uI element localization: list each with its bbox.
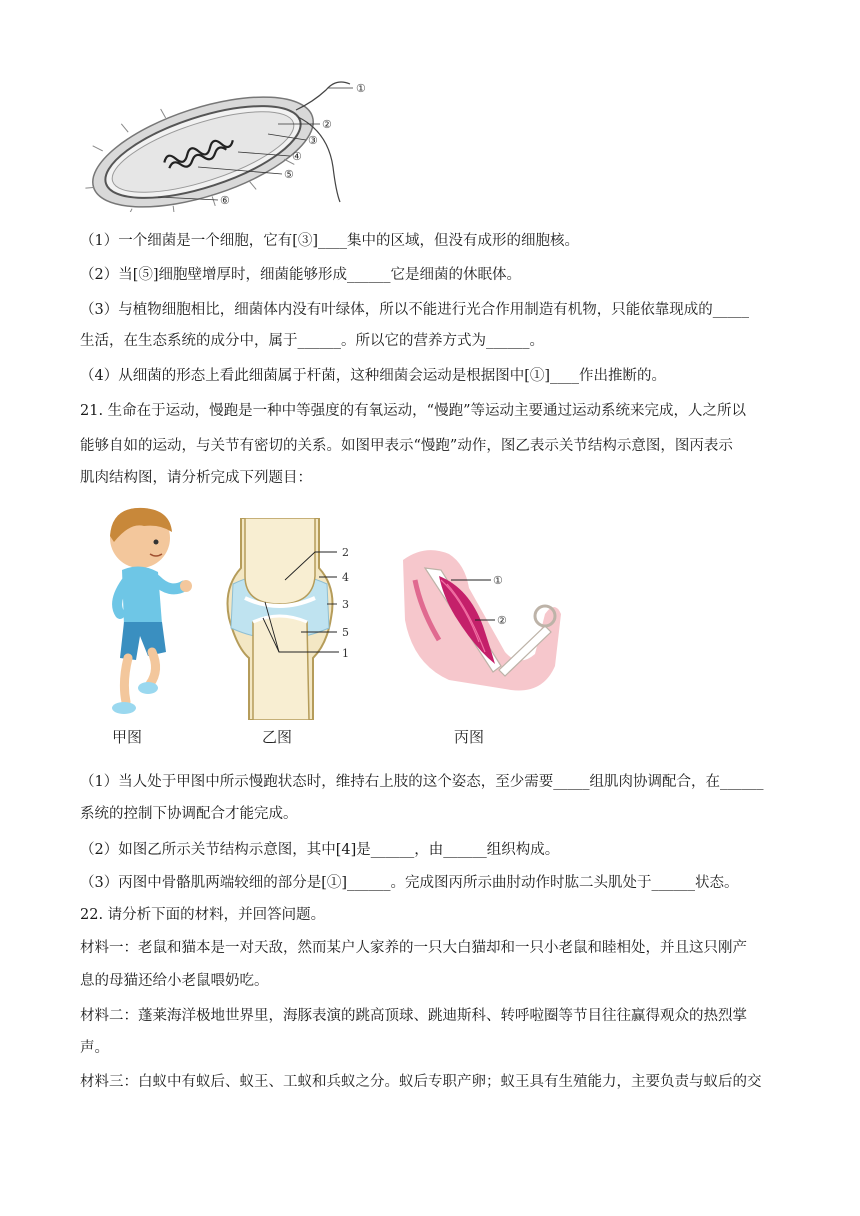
q20-part3-line2: 生活，在生态系统的成分中，属于______。所以它的营养方式为______。 — [80, 333, 544, 349]
bacteria-label-5: ⑤ — [284, 168, 294, 181]
q21-part1-line2: 系统的控制下协调配合才能完成。 — [80, 806, 298, 822]
bacteria-diagram — [78, 72, 378, 212]
joint-label-2: 2 — [342, 546, 349, 559]
joint-label-1: 1 — [342, 647, 349, 660]
caption-figure-b: 乙图 — [262, 728, 293, 746]
joint-label-3: 3 — [342, 598, 349, 611]
q20-part3-line1: （3）与植物细胞相比，细菌体内没有叶绿体，所以不能进行光合作用制造有机物，只能依靠现成的_____ — [80, 302, 749, 318]
bacteria-label-6: ⑥ — [220, 194, 230, 207]
joint-label-4: 4 — [342, 571, 349, 584]
joint-label-5: 5 — [342, 626, 349, 639]
q22-material1-line2: 息的母猫还给小老鼠喂奶吃。 — [80, 973, 269, 989]
arm-muscle-diagram — [395, 540, 565, 700]
bacteria-label-2: ② — [322, 118, 332, 131]
q21-part2: （2）如图乙所示关节结构示意图，其中[4]是______，由______组织构成。 — [80, 842, 560, 858]
bacteria-label-1: ① — [356, 82, 366, 95]
running-boy-illustration — [100, 502, 200, 720]
q20-part1: （1）一个细菌是一个细胞，它有[③]____集中的区域，但没有成形的细胞核。 — [80, 233, 580, 249]
joint-diagram — [215, 518, 365, 720]
q21-intro-line3: 肌肉结构图，请分析完成下列题目： — [80, 470, 312, 486]
q22-material3-line1: 材料三：白蚁中有蚁后、蚁王、工蚁和兵蚁之分。蚁后专职产卵；蚁王具有生殖能力，主要负责与蚁后的交 — [80, 1074, 762, 1090]
q22-material2-line1: 材料二：蓬莱海洋极地世界里，海豚表演的跳高顶球、跳迪斯科、转呼啦圈等节目往往赢得观众的热烈掌 — [80, 1008, 747, 1024]
q22-intro: 22. 请分析下面的材料，并回答问题。 — [80, 907, 326, 923]
q20-part2: （2）当[⑤]细胞壁增厚时，细菌能够形成______它是细菌的休眠体。 — [80, 267, 522, 283]
q20-part4: （4）从细菌的形态上看此细菌属于杆菌，这种细菌会运动是根据图中[①]____作出推断的。 — [80, 368, 667, 384]
q21-part3: （3）丙图中骨骼肌两端较细的部分是[①]______。完成图丙所示曲肘动作时肱二头肌处于______状态。 — [80, 875, 739, 891]
q22-material1-line1: 材料一：老鼠和猫本是一对天敌，然而某户人家养的一只大白猫却和一只小老鼠和睦相处，并且这只刚产 — [80, 940, 747, 956]
bacteria-label-3: ③ — [308, 134, 318, 147]
caption-figure-c: 丙图 — [454, 728, 485, 746]
bacteria-label-4: ④ — [292, 150, 302, 163]
q21-part1-line1: （1）当人处于甲图中所示慢跑状态时，维持右上肢的这个姿态，至少需要_____组肌肉协调配合，在______ — [80, 774, 764, 790]
muscle-label-2: ② — [497, 614, 507, 627]
caption-figure-a: 甲图 — [112, 728, 143, 746]
q21-intro-line2: 能够自如的运动，与关节有密切的关系。如图甲表示“慢跑”动作，图乙表示关节结构示意图，图丙表示 — [80, 438, 733, 454]
q21-intro-line1: 21. 生命在于运动，慢跑是一种中等强度的有氧运动，“慢跑”等运动主要通过运动系统来完成，人之所以 — [80, 403, 746, 419]
muscle-label-1: ① — [493, 574, 503, 587]
q22-material2-line2: 声。 — [80, 1040, 109, 1056]
